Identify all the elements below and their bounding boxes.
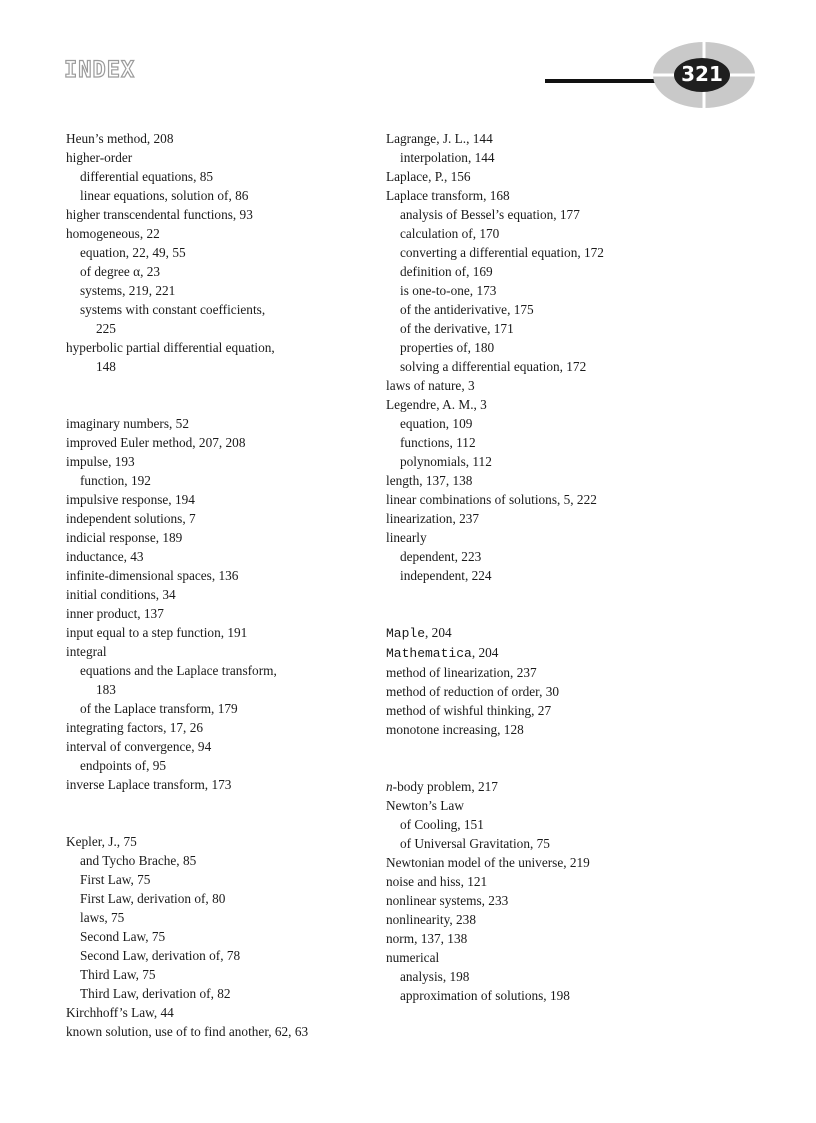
entry-text: impulsive response, 194 [66,492,195,507]
index-subentry [386,205,766,224]
index-entry [386,471,766,490]
index-entry [66,129,356,148]
entry-text: and Tycho Brache, 85 [80,853,197,868]
index-column-left [66,129,356,1041]
entry-text: Kepler, J., 75 [66,834,137,849]
index-subentry [66,927,356,946]
entry-text: monotone increasing, 128 [386,722,524,737]
entry-text: dependent, 223 [400,549,482,564]
section-gap [386,739,766,777]
entry-text: polynomials, 112 [400,454,492,469]
entry-text: Third Law, derivation of, 82 [80,986,231,1001]
index-subentry [66,851,356,870]
entry-text: initial conditions, 34 [66,587,176,602]
index-subentry [66,680,356,699]
index-subentry [386,243,766,262]
index-entry [386,490,766,509]
index-subentry [386,262,766,281]
index-subentry [66,471,356,490]
index-subentry [66,699,356,718]
index-entry [66,433,356,452]
index-entry [386,395,766,414]
index-subentry [386,815,766,834]
index-entry [386,623,766,643]
index-entry [66,547,356,566]
entry-text: equation, 109 [400,416,473,431]
entry-text: of Universal Gravitation, 75 [400,836,550,851]
header-rule [545,79,665,83]
entry-text: input equal to a step function, 191 [66,625,248,640]
entry-text: improved Euler method, 207, 208 [66,435,246,450]
index-entry [66,1003,356,1022]
entry-text: Kirchhoff’s Law, 44 [66,1005,174,1020]
index-subentry [66,756,356,775]
index-entry [66,509,356,528]
entry-text: method of wishful thinking, 27 [386,703,552,718]
index-subentry [386,300,766,319]
entry-text: solving a differential equation, 172 [400,359,587,374]
entry-text: independent, 224 [400,568,492,583]
entry-text: equation, 22, 49, 55 [80,245,186,260]
index-subentry [386,452,766,471]
index-entry [386,509,766,528]
index-entry [386,167,766,186]
entry-text: laws, 75 [80,910,125,925]
index-subentry [66,984,356,1003]
entry-text: systems, 219, 221 [80,283,176,298]
entry-text: converting a differential equation, 172 [400,245,604,260]
entry-text: systems with constant coefficients, [80,302,266,317]
entry-text: endpoints of, 95 [80,758,167,773]
entry-text: norm, 137, 138 [386,931,468,946]
section-gap [66,794,356,832]
index-entry [386,663,766,682]
entry-text: numerical [386,950,440,965]
index-entry [66,566,356,585]
entry-text: is one-to-one, 173 [400,283,497,298]
page-title: INDEX [64,58,136,83]
entry-text: of the derivative, 171 [400,321,514,336]
entry-text: analysis, 198 [400,969,470,984]
entry-text: higher transcendental functions, 93 [66,207,253,222]
entry-text: of Cooling, 151 [400,817,484,832]
entry-text: inductance, 43 [66,549,144,564]
entry-text: interval of convergence, 94 [66,739,212,754]
entry-text: calculation of, 170 [400,226,500,241]
index-entry [386,777,766,796]
index-entry [66,623,356,642]
entry-text: inner product, 137 [66,606,164,621]
index-subentry [66,262,356,281]
index-subentry [66,243,356,262]
entry-text: indicial response, 189 [66,530,183,545]
entry-text: interpolation, 144 [400,150,495,165]
math-variable: n [386,779,393,794]
entry-text: noise and hiss, 121 [386,874,488,889]
index-subentry [66,661,356,680]
entry-text: inverse Laplace transform, 173 [66,777,232,792]
entry-text: equations and the Laplace transform, [80,663,277,678]
entry-text: Newtonian model of the universe, 219 [386,855,590,870]
index-entry [386,186,766,205]
entry-text: of the Laplace transform, 179 [80,701,238,716]
index-entry [66,452,356,471]
index-entry [386,682,766,701]
entry-text: linear equations, solution of, 86 [80,188,249,203]
index-entry [386,853,766,872]
entry-text: Newton’s Law [386,798,464,813]
index-entry [66,490,356,509]
index-subentry [66,908,356,927]
index-subentry [66,319,356,338]
index-subentry [66,300,356,319]
entry-text: method of reduction of order, 30 [386,684,560,699]
index-entry [66,1022,356,1041]
index-entry [66,604,356,623]
index-entry [386,796,766,815]
index-subentry [66,889,356,908]
index-entry [386,528,766,547]
entry-text: 225 [96,321,116,336]
entry-text: differential equations, 85 [80,169,214,184]
index-entry [386,872,766,891]
section-gap [386,585,766,623]
page-number-badge [652,40,756,110]
entry-text: integrating factors, 17, 26 [66,720,203,735]
index-entry [386,910,766,929]
index-entry [66,585,356,604]
entry-text: First Law, 75 [80,872,151,887]
page-number: 321 [681,62,723,86]
index-subentry [386,433,766,452]
index-entry [66,832,356,851]
entry-text: known solution, use of to find another, 62, 63 [66,1024,309,1039]
index-subentry [386,967,766,986]
index-subentry [386,357,766,376]
index-subentry [66,281,356,300]
index-subentry [386,319,766,338]
entry-text: Laplace transform, 168 [386,188,510,203]
index-entry [66,737,356,756]
software-name: Maple [386,626,426,641]
entry-text: 183 [96,682,116,697]
index-subentry [386,148,766,167]
index-entry [66,148,356,167]
section-gap [66,376,356,414]
entry-text: Legendre, A. M., 3 [386,397,487,412]
entry-text: -body problem, 217 [392,779,498,794]
entry-text: Second Law, derivation of, 78 [80,948,241,963]
index-subentry [66,965,356,984]
index-subentry [386,566,766,585]
index-entry [386,129,766,148]
index-entry [386,701,766,720]
entry-text: functions, 112 [400,435,476,450]
index-subentry [386,281,766,300]
entry-text: Third Law, 75 [80,967,156,982]
index-subentry [66,946,356,965]
index-subentry [66,357,356,376]
entry-text: laws of nature, 3 [386,378,475,393]
software-name: Mathematica [386,646,472,661]
index-subentry [386,338,766,357]
entry-text: linear combinations of solutions, 5, 222 [386,492,597,507]
index-entry [386,376,766,395]
entry-text: definition of, 169 [400,264,493,279]
index-entry [66,775,356,794]
entry-text: homogeneous, 22 [66,226,160,241]
entry-text: approximation of solutions, 198 [400,988,570,1003]
index-entry [386,720,766,739]
index-subentry [386,224,766,243]
index-subentry [66,186,356,205]
index-subentry [386,834,766,853]
entry-text: length, 137, 138 [386,473,473,488]
entry-text: of degree α, 23 [80,264,161,279]
entry-text: method of linearization, 237 [386,665,537,680]
index-entry [66,224,356,243]
index-subentry [66,870,356,889]
entry-text: Lagrange, J. L., 144 [386,131,493,146]
entry-text: impulse, 193 [66,454,135,469]
entry-text: Laplace, P., 156 [386,169,471,184]
index-entry [66,642,356,661]
index-subentry [386,986,766,1005]
index-entry [386,643,766,663]
index-subentry [386,414,766,433]
entry-text: analysis of Bessel’s equation, 177 [400,207,580,222]
entry-text: function, 192 [80,473,151,488]
entry-text: Heun’s method, 208 [66,131,174,146]
entry-text: , 204 [471,645,499,660]
entry-text: integral [66,644,107,659]
entry-text: linearly [386,530,427,545]
index-entry [386,948,766,967]
entry-text: higher-order [66,150,133,165]
entry-text: Second Law, 75 [80,929,166,944]
entry-text: linearization, 237 [386,511,480,526]
entry-text: imaginary numbers, 52 [66,416,189,431]
entry-text: 148 [96,359,116,374]
index-subentry [386,547,766,566]
entry-text: nonlinearity, 238 [386,912,476,927]
index-entry [66,528,356,547]
entry-text: infinite-dimensional spaces, 136 [66,568,239,583]
entry-text: of the antiderivative, 175 [400,302,534,317]
entry-text: nonlinear systems, 233 [386,893,509,908]
entry-text: independent solutions, 7 [66,511,196,526]
index-entry [66,338,356,357]
index-entry [66,205,356,224]
index-subentry [66,167,356,186]
index-entry [66,414,356,433]
entry-text: , 204 [425,625,452,640]
index-entry [386,891,766,910]
index-column-right [386,129,766,1005]
entry-text: hyperbolic partial differential equation, [66,340,275,355]
index-entry [386,929,766,948]
index-entry [66,718,356,737]
entry-text: First Law, derivation of, 80 [80,891,226,906]
entry-text: properties of, 180 [400,340,495,355]
